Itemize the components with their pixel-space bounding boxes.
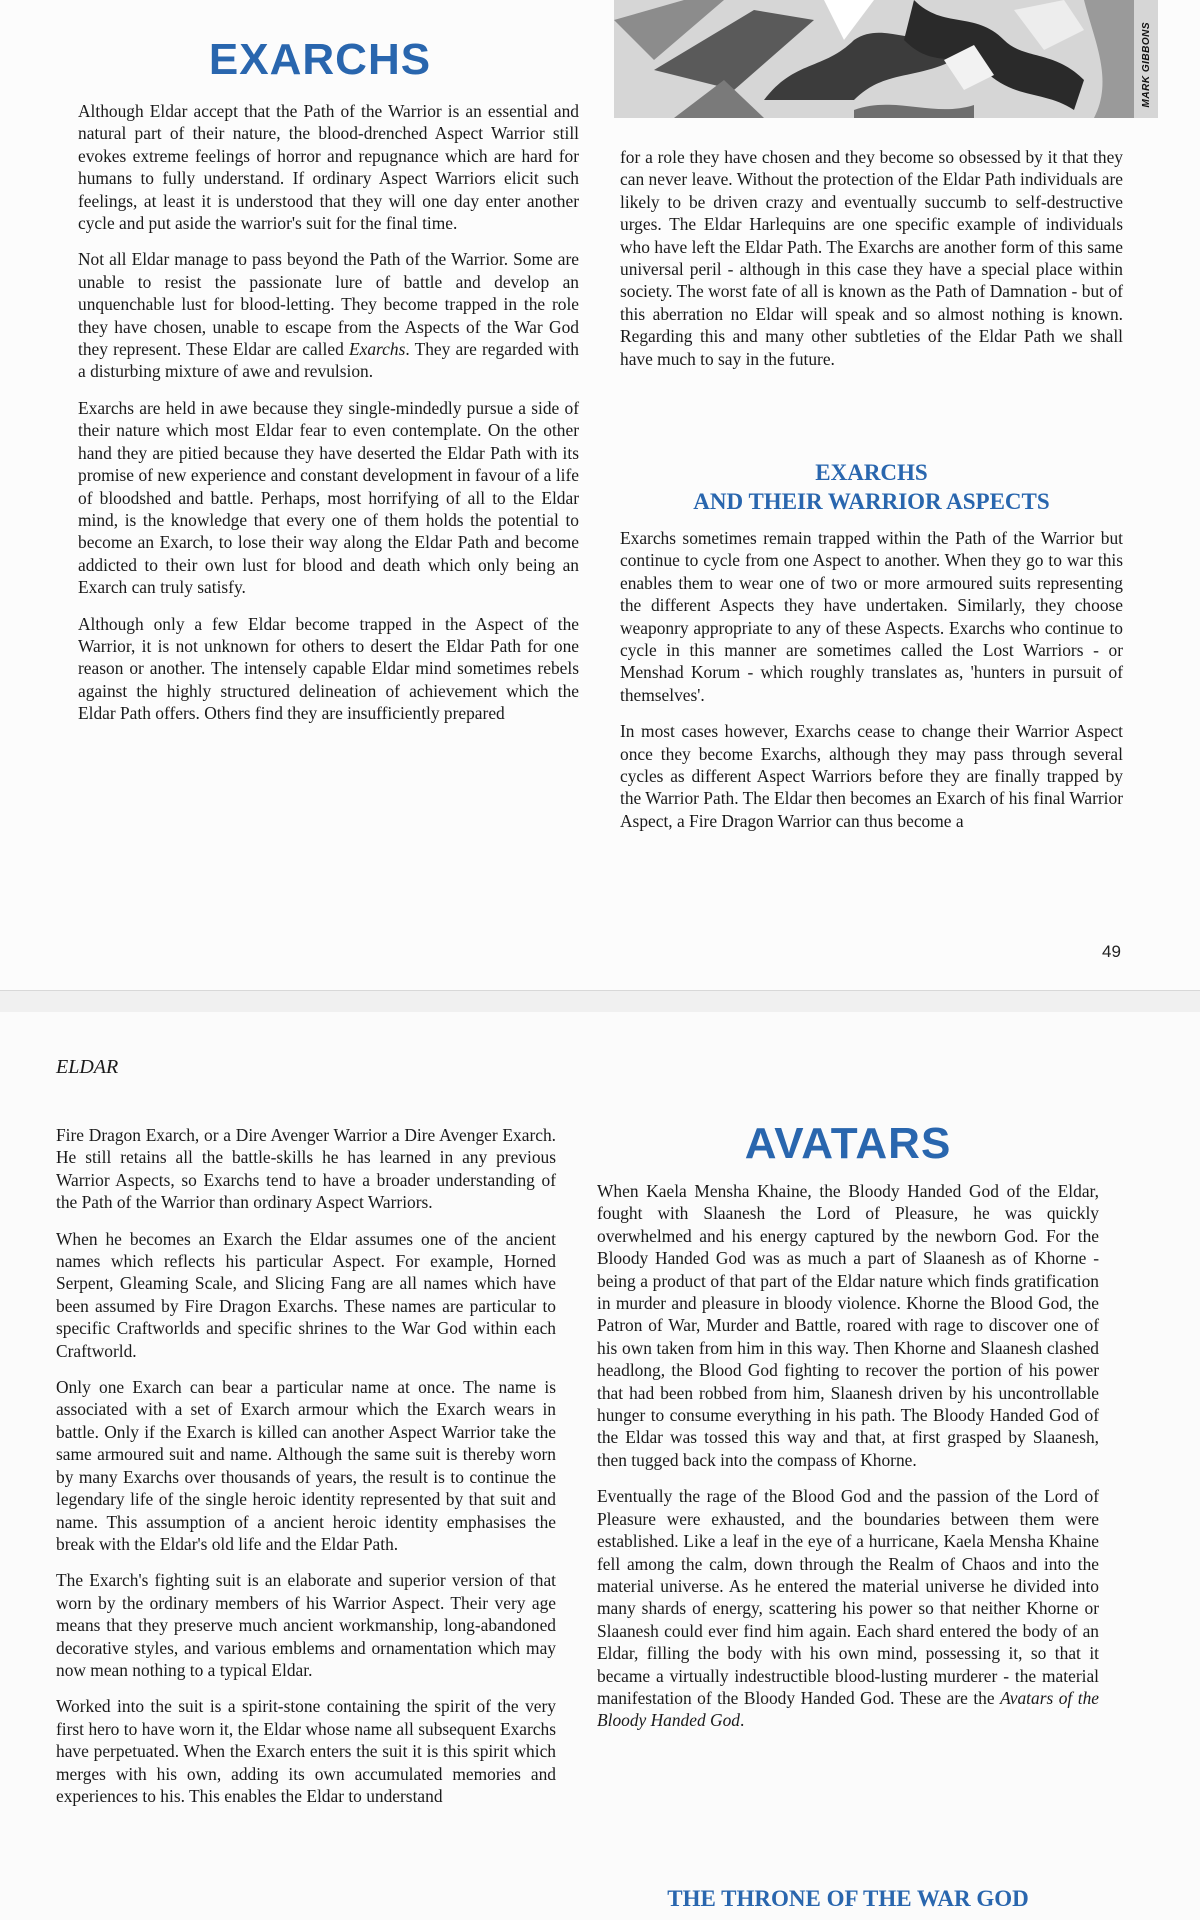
page-title-avatars: AVATARS [744,1119,952,1168]
paragraph: Exarchs sometimes remain trapped within the Path of the Warrior but continue to cycle from one Aspect to another. When they go to war this enables them to wear one of two or more armoured suits representing the different Aspects they have undertaken. Similarly, they choose weaponry appropriate to any of these Aspects. Exarchs who continue to cycle in this manner are sometimes called the Lost Warriors - or Menshad Korum - which roughly translates as, 'hunters in pursuit of themselves'. [620,528,1123,705]
paragraph: Although only a few Eldar become trapped in the Aspect of the Warrior, it is not unknown for others to desert the Eldar Path for one reason or another. The intensely capable Eldar mind sometimes rebels against the highly structured delineation of achievement which the Eldar Path offers. Others find they are insufficiently prepared [78,613,579,724]
left-column-bottom-page [56,1124,556,1821]
paragraph: Not all Eldar manage to pass beyond the Path of the Warrior. Some are unable to resist the passionate lure of battle and develop an unquenchable lust for blood-letting. They become trapped in the role they have chosen, unable to escape from the Aspects of the War God they represent. These Eldar are called Exarchs. They are regarded with a disturbing mixture of awe and revulsion. [78,249,579,382]
paragraph: Only one Exarch can bear a particular name at once. The name is associated with a set of Exarch armour which the Exarch wears in battle. Only if the Exarch is killed can another Aspect Warrior take the same armoured suit and name. Although the same suit is thereby worn by many Exarchs over thousands of years, the result is to continue the legendary life of the single heroic identity represented by that suit and name. This assumption of a ancient heroic identity emphasises the break with the Eldar's old life and the Eldar Path. [56,1377,556,1554]
right-column-bottom-page [597,1180,1099,1746]
paragraph: Although Eldar accept that the Path of the Warrior is an essential and natural part of their nature, the blood-drenched Aspect Warrior still evokes extreme feelings of horror and repugnance which are hard for humans to fully understand. If ordinary Aspect Warriors elicit such feelings, at least it is understood that they will one day enter another cycle and put aside the warrior's suit for the final time. [78,101,579,234]
running-head: ELDAR [56,1056,119,1078]
illustration-credit: MARK GIBBONS [1141,22,1152,108]
page-number: 49 [1102,942,1121,961]
right-column-top [620,146,1123,384]
paragraph: The Exarch's fighting suit is an elaborate and superior version of that worn by the ordinary members of his Warrior Aspect. Their very age means that they preserve much ancient workmanship, long-abandoned decorative styles, and various emblems and ornamentation which may now mean nothing to a typical Eldar. [56,1570,556,1680]
paragraph: When Kaela Mensha Khaine, the Bloody Handed God of the Eldar, fought with Slaanesh the Lord of Pleasure, he was quickly overwhelmed and his energy captured by the newborn God. For the Bloody Handed God was as much a part of Slaanesh as of Khorne - being a product of that part of the Eldar nature which finds gratification in murder and pleasure in bloody violence. Khorne the Blood God, the Patron of War, Murder and Battle, roared with rage to discover one of his own taken from him in this way. Then Khorne and Slaanesh clashed headlong, the Blood God fighting to recover the portion of his power that had been robbed from him, Slaanesh driven by his uncontrollable hunger to consume everything in his path. The Bloody Handed God of the Eldar was tossed this way and that, at first grasped by Slaanesh, then tugged back into the compass of Khorne. [597,1181,1099,1470]
left-column [78,100,579,739]
paragraph: In most cases however, Exarchs cease to change their Warrior Aspect once they become Exarchs, although they may pass through several cycles as different Aspect Warriors before they are finally trapped by the Warrior Path. The Eldar then becomes an Exarch of his final Warrior Aspect, a Fire Dragon Warrior can thus become a [620,721,1123,831]
section-heading-throne: THE THRONE OF THE WAR GOD [667,1886,1029,1911]
page-title-exarchs: EXARCHS [208,35,432,84]
paragraph: for a role they have chosen and they become so obsessed by it that they can never leave. Without the protection of the Eldar Path individuals are likely to be driven crazy and eventually succumb to self-destructive urges. The Eldar Harlequins are one specific example of individuals who have left the Eldar Path. The Exarchs are another form of this same universal peril - although in this case they have a special place within society. The worst fate of all is known as the Path of Damnation - but of this aberration no Eldar will speak and so almost nothing is known. Regarding this and many other subtleties of the Eldar Path we shall have much to say in the future. [620,147,1123,369]
paragraph: Exarchs are held in awe because they single-mindedly pursue a side of their nature which most Eldar fear to even contemplate. On the other hand they are pitied because they have deserted the Eldar Path with its promise of new experience and constant development in favour of a life of bloodshed and battle. Perhaps, most horrifying of all to the Eldar mind, is the knowledge that every one of them holds the potential to become an Exarch, to lose their way along the Eldar Path and become addicted to their own lust for blood and death which only being an Exarch can truly satisfy. [78,397,579,598]
paragraph: Eventually the rage of the Blood God and the passion of the Lord of Pleasure were exhausted, and the boundaries between them were established. Like a leaf in the eye of a hurricane, Kaela Mensha Khaine fell among the calm, down through the Realm of Chaos and into the material universe. As he entered the material universe he divided into many shards of energy, scattering his power so that neither Khorne or Slaanesh could ever find him again. Each shard entered the body of an Eldar, filling the body with his own mind, possessing it, so that it became a virtually indestructible blood-lusting murderer - the material manifestation of the Bloody Handed God. These are the Avatars of the Bloody Handed God. [597,1486,1099,1731]
paragraph: Worked into the suit is a spirit-stone containing the spirit of the very first hero to have worn it, the Eldar whose name all subsequent Exarchs have perpetuated. When the Exarch enters the suit it is this spirit which merges with his own, adding its own accumulated memories and experiences to his. This enables the Eldar to understand [56,1696,556,1806]
paragraph: Fire Dragon Exarch, or a Dire Avenger Warrior a Dire Avenger Exarch. He still retains all the battle-skills he has learned in any previous Warrior Aspects, so Exarchs tend to have a broader understanding of the Path of the Warrior than ordinary Aspect Warriors. [56,1125,556,1213]
warrior-illustration [614,0,1158,118]
page-divider [0,990,1200,1014]
paragraph: When he becomes an Exarch the Eldar assumes one of the ancient names which reflects his particular Aspect. For example, Horned Serpent, Gleaming Scale, and Slicing Fang are all names which have been assumed by Fire Dragon Exarchs. These names are particular to specific Craftworlds and specific shrines to the War God within each Craftworld. [56,1228,556,1361]
right-column-bottom [620,527,1123,846]
section-heading-exarchs-aspects: EXARCHS AND THEIR WARRIOR ASPECTS [693,460,1050,514]
